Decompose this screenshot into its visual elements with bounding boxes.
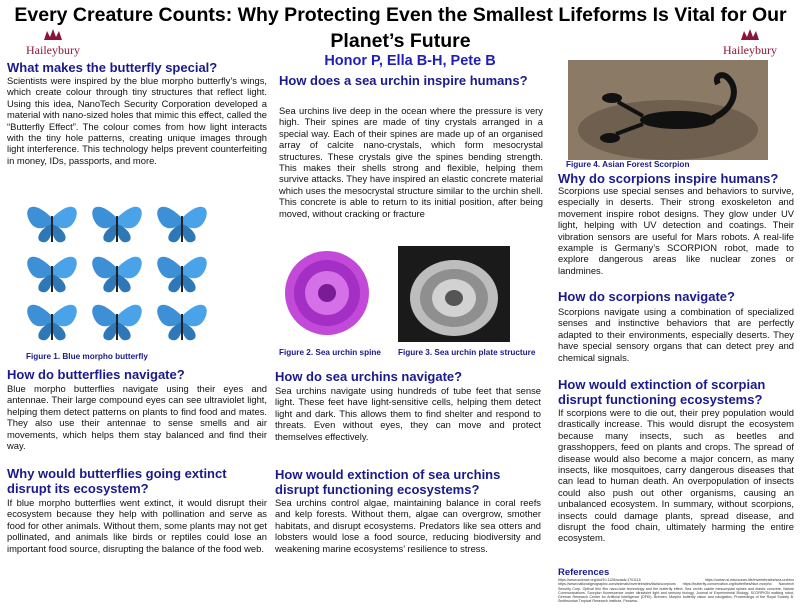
caption-figure-3: Figure 3. Sea urchin plate structure — [398, 348, 536, 357]
text-scorpion-extinct: If scorpions were to die out, their prey population would drastically increase. This would disrupt the ecosystem because many insects, such as beetles and grasshoppers, feed on plants and crops. The spread of disease would also become a major concern, as many insects, like mosquitoes, carry dangerous diseases that can lead to human death. An overpopulation of insects could also push out other organisms, causing an unbalanced ecosystem. In summary, without scorpions, insects could damage plants, spread disease, and disrupt the food chain, ultimately harming the entire ecosystem. — [558, 407, 794, 544]
heading-butterfly-special: What makes the butterfly special? — [7, 60, 218, 75]
heading-scorpion-inspire: Why do scorpions inspire humans? — [558, 171, 779, 186]
crest-icon — [739, 28, 761, 42]
text-urchin-extinct: Sea urchins control algae, maintaining balance in coral reefs and kelp forests. Without them, algae can overgrow, smother habitats, and disrupt ecosystems. Predators like sea otters and lobsters would lose a food source, reducing biodiversity and weakening marine ecosystems’ resilience to stress. — [275, 497, 541, 554]
heading-scorpion-extinct: How would extinction of scorpian disrupt functioning ecosystems? — [558, 377, 766, 407]
heading-butterfly-extinct: Why would butterflies going extinct disrupt its ecosystem? — [7, 466, 227, 496]
caption-figure-4: Figure 4. Asian Forest Scorpion — [566, 160, 690, 169]
text-scorpion-navigate: Scorpions navigate using a combination of specialized senses and instinctive behaviors that are perfectly adapted to their environments, especially deserts. They have special sensory organs that can detect prey and chemical signals. — [558, 306, 794, 363]
references-heading: References — [558, 567, 610, 578]
butterfly-grid-image — [22, 198, 218, 346]
text-scorpion-inspire: Scorpions use special senses and behaviors to survive, especially in deserts. Their strong exoskeleton and movement inspire robot designs. They glow under UV light, helping with UV detection and coatings. Their vibration sensors are useful for Mars robots. A real-life example is Germany’s SCORPION robot, made to explore dangerous areas like nuclear zones or landmines. — [558, 185, 794, 276]
crest-icon — [42, 28, 64, 42]
caption-figure-1: Figure 1. Blue morpho butterfly — [26, 352, 148, 361]
references-text: https://www.science.org/doi/10.1126/sciadv.1701115 https://ocean.si.edu/ocean-life/invertebrates/sea-urchins https://www.nationalgeographic.com/animals/invertebrates/facts/scorpions https://butterfly-conservation.org/butterflies/blue-morpho Nanotech Security Corp. Optical thin film nano-hole technology and the butterfly effect. Sea urchin calcite mesocrystal spines and elastic concrete, Nature Communications. Scorpion fluorescence under ultraviolet light and sensory biology, Journal of Experimental Biology. SCORPION walking robot, German Research Center for Artificial Intelligence (DFKI), Bremen. Morpho butterfly vision and navigation, Proceedings of the Royal Society B. Smithsonian Tropical Research Institute, Panama. — [558, 578, 794, 604]
poster-title: Every Creature Counts: Why Protecting Even the Smallest Lifeforms Is Vital for Our Planet’s Future — [14, 4, 787, 52]
sea-urchin-spine-image — [282, 246, 372, 340]
scorpion-image — [568, 60, 768, 160]
heading-urchin-inspire: How does a sea urchin inspire humans? — [279, 73, 528, 88]
heading-urchin-navigate: How do sea urchins navigate? — [275, 369, 463, 384]
logo-text: Haileybury — [723, 43, 777, 57]
text-butterfly-special: Scientists were inspired by the blue morpho butterfly’s wings, which create colour through tiny structures that reflect light. Using this idea, NanoTech Security Corporation developed a material with nano-sized holes that mimic this effect, called the “Butterfly Effect”. The colour comes from how light interacts with the tiny hole patterns, creating unique images through light interference. This technology helps prevent counterfeiting in money, IDs, passports, and more. — [7, 75, 267, 166]
heading-urchin-extinct: How would extinction of sea urchins disrupt functioning ecosystems? — [275, 467, 501, 497]
school-logo-left — [18, 28, 88, 58]
text-urchin-inspire: Sea urchins live deep in the ocean where the pressure is very high. Their spines are made of tiny crystals arranged in a special way. Each of their spines are made up of an organised array of calcite nano-crystals, which form mesocrystal structures. These crystals give the spines bending strength. This makes their shells strong and flexible, helping them survive attacks. They have inspired an elastic concrete material which uses the mesocrystal structure similar to the urchin shell. This concrete is able to return to its initial position, after being moved, without cracking or fracture — [279, 105, 543, 219]
text-butterfly-navigate: Blue morpho butterflies navigate using their eyes and antennae. Their large compound eyes can see ultraviolet light, helping them detect patterns on plants to find food and mates. They also use their antennae to sense smells and air movements, which helps them stay balanced and find their way. — [7, 383, 267, 452]
authors: Honor P, Ella B-H, Pete B — [324, 53, 496, 69]
heading-scorpion-navigate: How do scorpions navigate? — [558, 289, 735, 304]
text-urchin-navigate: Sea urchins navigate using hundreds of tube feet that sense light. These feet have light-sensitive cells, helping them detect light and dark. This allows them to find shelter and respond to threats. Even without eyes, they can move and protect themselves effectively. — [275, 385, 541, 442]
sea-urchin-plate-image — [398, 246, 510, 342]
caption-figure-2: Figure 2. Sea urchin spine — [279, 348, 381, 357]
text-butterfly-extinct: If blue morpho butterflies went extinct, it would disrupt their ecosystem because they help with pollination and serve as food for other animals. Without them, some plants may not get pollinated, and animals like birds or reptiles could lose an important food source, disrupting the balance of the food web. — [7, 497, 267, 554]
school-logo-right — [715, 28, 785, 58]
logo-text: Haileybury — [26, 43, 80, 57]
heading-butterfly-navigate: How do butterflies navigate? — [7, 367, 185, 382]
